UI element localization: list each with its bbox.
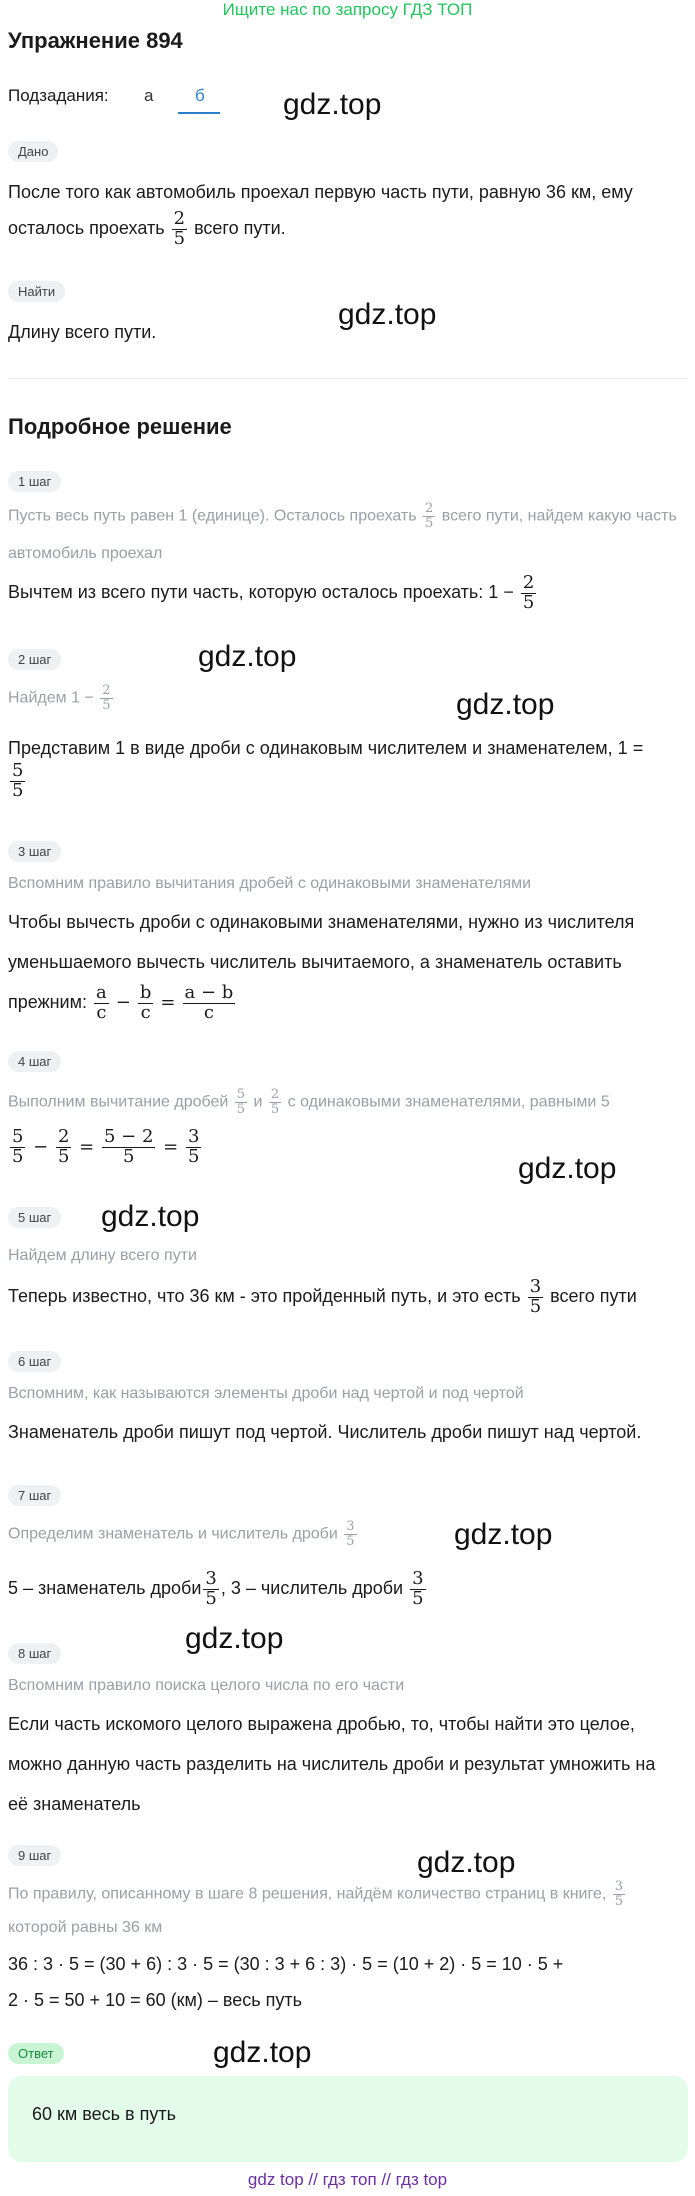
step7-text: 5 – знаменатель дроби $\frac{3}{5}$ , 3 – числитель дроби $\frac{3}{5}$ <box>8 1567 424 1609</box>
step5-text: Теперь известно, что 36 км - это пройденный путь, и это есть $\frac{3}{5}$ всего пути <box>8 1275 637 1317</box>
step2-hint: Найдем 1 − $\frac{2}{5}$ <box>8 683 111 713</box>
step9-line2: 2 · 5 = 50 + 10 = 60 (км) – весь путь <box>8 1990 302 2010</box>
step4-hint: Выполним вычитание дробей $\frac{5}{5}$ и $\frac{2}{5}$ с одинаковыми знаменателями, равными 5 <box>8 1087 610 1117</box>
step1-hint-line1: Пусть весь путь равен 1 (единице). Осталось проехать $\frac{2}{5}$ всего пути, найдем какую часть <box>8 501 677 531</box>
step3-line2: уменьшаемого вычесть числитель вычитаемого, а знаменатель оставить <box>8 952 622 972</box>
watermark: gdz.top <box>101 1200 200 1233</box>
step-pill: 9 шаг <box>8 1845 61 1866</box>
step8-line2: можно данную часть разделить на числитель дроби и результат умножить на <box>8 1754 656 1774</box>
step9-hint-line1: По правилу, описанному в шаге 8 решения, найдём количество страниц в книге, $\frac{3}{5}$ <box>8 1879 624 1909</box>
given-line-1: После того как автомобиль проехал первую часть пути, равную 36 км, ему <box>8 182 633 202</box>
solution-title: Подробное решение <box>8 414 232 439</box>
subtasks-label: Подзадания: <box>8 86 109 105</box>
step-pill: 8 шаг <box>8 1643 61 1664</box>
watermark: gdz.top <box>198 640 297 673</box>
find-pill: Найти <box>8 281 65 302</box>
step9-hint-line2: которой равны 36 км <box>8 1919 163 1936</box>
page-title: Упражнение 894 <box>8 28 183 53</box>
step6-hint: Вспомним, как называются элементы дроби над чертой и под чертой <box>8 1385 524 1402</box>
step8-line3: её знаменатель <box>8 1794 141 1814</box>
step7-hint: Определим знаменатель и числитель дроби $\frac{3}{5}$ <box>8 1519 355 1549</box>
subtask-tab-a[interactable]: а <box>144 86 154 105</box>
watermark: gdz.top <box>456 688 555 721</box>
step-pill: 3 шаг <box>8 841 61 862</box>
watermark: gdz.top <box>185 1622 284 1655</box>
step-pill: 2 шаг <box>8 649 61 670</box>
step-pill: 7 шаг <box>8 1485 61 1506</box>
divider <box>8 378 688 379</box>
step5-hint: Найдем длину всего пути <box>8 1247 197 1264</box>
active-tab-indicator <box>178 112 220 114</box>
promo-banner[interactable]: Ищите нас по запросу ГДЗ ТОП <box>222 0 473 19</box>
watermark: gdz.top <box>338 298 437 331</box>
answer-pill: Ответ <box>8 2043 64 2064</box>
step2-text: Представим 1 в виде дроби с одинаковым числителем и знаменателем, 1 = <box>8 738 644 758</box>
step-pill: 4 шаг <box>8 1051 61 1072</box>
watermark: gdz.top <box>283 88 382 121</box>
step1-text: Вычтем из всего пути часть, которую осталось проехать: 1 − $\frac{2}{5}$ <box>8 571 535 613</box>
step9-line1: 36 : 3 · 5 = (30 + 6) : 3 · 5 = (30 : 3 + 6 : 3) · 5 = (10 + 2) · 5 = 10 · 5 + <box>8 1954 564 1974</box>
watermark: gdz.top <box>518 1152 617 1185</box>
step-pill: 1 шаг <box>8 471 61 492</box>
step3-line1: Чтобы вычесть дроби с одинаковыми знаменателями, нужно из числителя <box>8 912 635 932</box>
given-line-2: осталось проехать $\frac{2}{5}$ всего пути. <box>8 207 286 249</box>
step1-hint-line2: автомобиль проехал <box>8 545 163 562</box>
step8-line1: Если часть искомого целого выражена дробью, то, чтобы найти это целое, <box>8 1714 635 1734</box>
step8-hint: Вспомним правило поиска целого числа по его части <box>8 1677 405 1694</box>
find-text: Длину всего пути. <box>8 322 157 342</box>
subtask-tab-b[interactable]: б <box>195 86 205 105</box>
step6-text: Знаменатель дроби пишут под чертой. Числитель дроби пишут над чертой. <box>8 1422 642 1442</box>
fraction-2-5: $\frac{2}{5}$ <box>173 207 186 249</box>
watermark: gdz.top <box>454 1518 553 1551</box>
watermark: gdz.top <box>417 1846 516 1879</box>
step3-hint: Вспомним правило вычитания дробей с одинаковыми знаменателями <box>8 875 532 892</box>
watermark: gdz.top <box>213 2036 312 2069</box>
answer-text: 60 км весь в путь <box>32 2104 176 2124</box>
fraction-5-5: $\frac{5}{5}$ <box>12 760 24 801</box>
step3-line3: прежним: $\frac{a}{c}$ − $\frac{b}{c}$ = $\frac{a - b}{c}$ <box>8 981 234 1023</box>
given-pill: Дано <box>8 141 58 162</box>
step-pill: 6 шаг <box>8 1351 61 1372</box>
step-pill: 5 шаг <box>8 1207 61 1228</box>
step4-equation: $\frac{5}{5}$ − $\frac{2}{5}$ = $\frac{5 - 2}{5}$ = $\frac{3}{5}$ <box>12 1126 200 1167</box>
footer-links[interactable]: gdz top // гдз топ // гдз top <box>247 2170 448 2189</box>
